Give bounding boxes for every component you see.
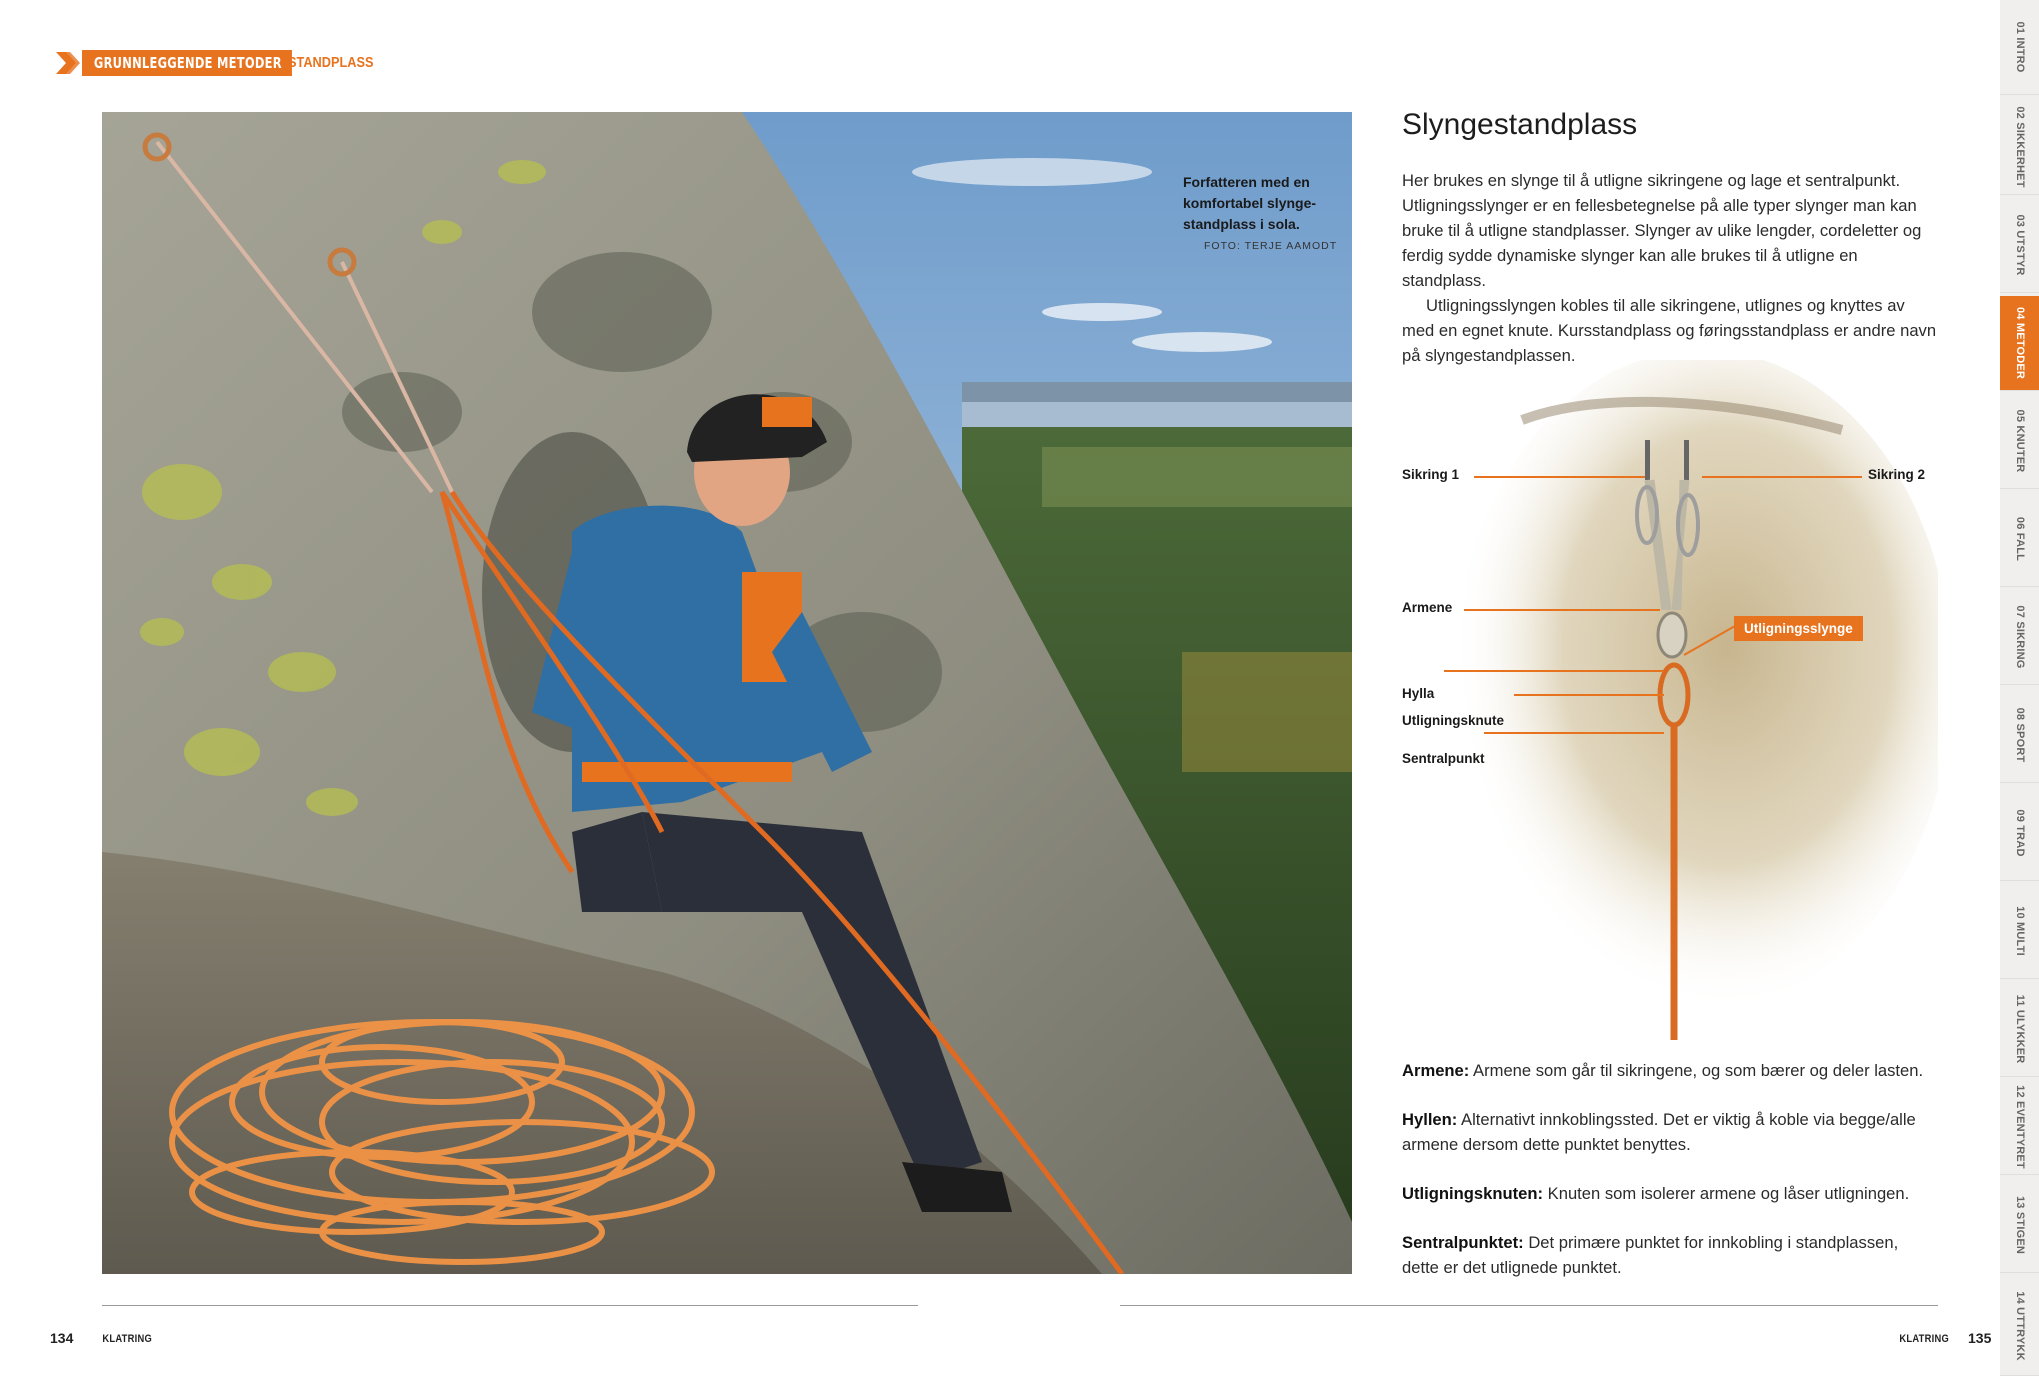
definitions-list bbox=[1402, 1058, 1938, 1304]
definition-item bbox=[1402, 1107, 1938, 1157]
definition-item bbox=[1402, 1230, 1938, 1280]
running-head-left: KLATRING bbox=[102, 1333, 153, 1345]
footer-rule-right bbox=[1120, 1305, 1938, 1306]
tab-label: 03 UTSTYR bbox=[2013, 214, 2026, 276]
running-head-right: KLATRING bbox=[1899, 1333, 1950, 1345]
tab-01-intro[interactable] bbox=[2000, 0, 2039, 95]
tab-label: 08 SPORT bbox=[2013, 707, 2026, 763]
tab-12-eventyret[interactable] bbox=[2000, 1080, 2039, 1175]
definition-term: Utligningsknuten: bbox=[1402, 1184, 1544, 1203]
section-label: STANDPLASS bbox=[288, 54, 374, 71]
label-armene: Armene bbox=[1402, 600, 1453, 615]
article-title: Slyngestandplass bbox=[1402, 108, 1638, 141]
tab-label: 12 EVENTYRET bbox=[2013, 1085, 2026, 1169]
body-paragraph: Her brukes en slynge til å utligne sikringene og lage et sentralpunkt. Utligningsslynger er en fellesbetegnelse på alle typer slynger man kan bruke til å utligne standplasser. Slynger av ulike lengder, cordeletter og ferdig sydde dynamiske slynger kan alle brukes til å utligne en standplass. bbox=[1402, 171, 1922, 290]
definition-item bbox=[1402, 1058, 1938, 1083]
footer-rule-left bbox=[102, 1305, 918, 1306]
label-hylla: Hylla bbox=[1402, 686, 1435, 701]
label-sentralpunkt: Sentralpunkt bbox=[1402, 751, 1485, 766]
tab-label: 13 STIGEN bbox=[2013, 1195, 2026, 1255]
tab-07-sikring[interactable] bbox=[2000, 590, 2039, 685]
tab-14-uttrykk[interactable] bbox=[2000, 1276, 2039, 1376]
definition-text: Det primære punktet for innkobling i standplassen, dette er det utlignede punktet. bbox=[1402, 1233, 1899, 1277]
page-number-right: 135 bbox=[1968, 1330, 1992, 1346]
tab-10-multi[interactable] bbox=[2000, 884, 2039, 979]
chapter-arrow-icon bbox=[56, 50, 82, 76]
article-body bbox=[1402, 168, 1938, 368]
body-paragraph: Utligningsslyngen kobles til alle sikringene, utlignes og knyttes av med en egnet knute. Kursstandplass og føringsstandplass er andre navn på slyngestandplassen. bbox=[1402, 296, 1937, 365]
photo-caption: Forfatteren med en komfortabel slynge-standplass i sola. bbox=[1183, 174, 1317, 232]
tab-label: 11 ULYKKER bbox=[2013, 994, 2026, 1064]
tab-label: 05 KNUTER bbox=[2013, 409, 2026, 473]
tab-13-stigen[interactable] bbox=[2000, 1178, 2039, 1273]
tab-label: 07 SIKRING bbox=[2013, 605, 2026, 669]
tab-02-sikkerhet[interactable] bbox=[2000, 100, 2039, 195]
definition-text: Armene som går til sikringene, og som bærer og deler lasten. bbox=[1473, 1061, 1924, 1080]
definition-text: Alternativt innkoblingssted. Det er viktig å koble via begge/alle armene dersom dette punktet benyttes. bbox=[1402, 1110, 1916, 1154]
tab-label: 06 FALL bbox=[2013, 516, 2026, 562]
definition-item bbox=[1402, 1181, 1938, 1206]
tab-label: 09 TRAD bbox=[2013, 809, 2026, 857]
tab-09-trad[interactable] bbox=[2000, 786, 2039, 881]
tab-03-utstyr[interactable] bbox=[2000, 198, 2039, 293]
page-number-left: 134 bbox=[50, 1330, 74, 1346]
tab-label: 10 MULTI bbox=[2013, 906, 2026, 956]
chapter-tabs bbox=[2000, 0, 2039, 1376]
photo-credit: FOTO: TERJE AAMODT bbox=[1204, 240, 1338, 252]
tab-label: 14 UTTRYKK bbox=[2013, 1290, 2026, 1361]
definition-text: Knuten som isolerer armene og låser utligningen. bbox=[1547, 1184, 1910, 1203]
label-sikring-2: Sikring 2 bbox=[1868, 467, 1926, 482]
label-utligningsknute: Utligningsknute bbox=[1402, 713, 1504, 728]
tab-04-metoder[interactable] bbox=[2000, 296, 2039, 391]
label-utligningsslynge: Utligningsslynge bbox=[1734, 616, 1863, 641]
chapter-label: GRUNNLEGGENDE METODER bbox=[82, 50, 292, 76]
tab-label: 02 SIKKERHET bbox=[2013, 106, 2026, 188]
definition-term: Armene: bbox=[1402, 1061, 1470, 1080]
anchor-diagram bbox=[1402, 360, 1938, 1050]
definition-term: Hyllen: bbox=[1402, 1110, 1458, 1129]
tab-11-ulykker[interactable] bbox=[2000, 982, 2039, 1077]
tab-label: 04 METODER bbox=[2013, 306, 2026, 380]
climbing-photo bbox=[102, 112, 1352, 1274]
tab-06-fall[interactable] bbox=[2000, 492, 2039, 587]
label-sikring-1: Sikring 1 bbox=[1402, 467, 1460, 482]
definition-term: Sentralpunktet: bbox=[1402, 1233, 1524, 1252]
tab-08-sport[interactable] bbox=[2000, 688, 2039, 783]
tab-label: 01 INTRO bbox=[2013, 21, 2026, 73]
tab-05-knuter[interactable] bbox=[2000, 394, 2039, 489]
